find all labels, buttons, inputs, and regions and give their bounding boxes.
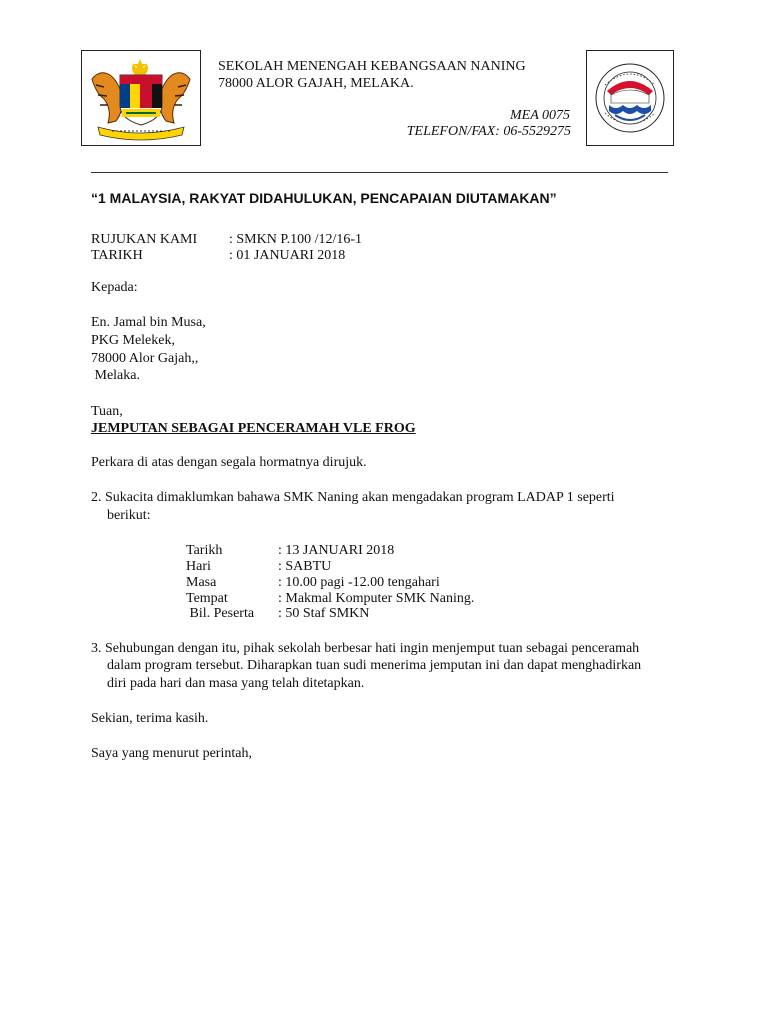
subject-title: JEMPUTAN SEBAGAI PENCERAMAH VLE FROG xyxy=(91,421,416,436)
school-code: MEA 0075 xyxy=(509,108,570,123)
paragraph-3-line3: diri pada hari dan masa yang telah ditetapkan. xyxy=(107,676,365,691)
detail-label: Tempat xyxy=(186,591,228,606)
detail-value: : Makmal Komputer SMK Naning. xyxy=(278,591,475,606)
paragraph-2-line2: berikut: xyxy=(107,508,151,523)
school-address: 78000 ALOR GAJAH, MELAKA. xyxy=(218,76,414,91)
reference-value: : SMKN P.100 /12/16-1 xyxy=(229,232,363,247)
school-crest-logo xyxy=(586,50,674,146)
detail-label: Hari xyxy=(186,559,211,574)
opening-paragraph: Perkara di atas dengan segala hormatnya dirujuk. xyxy=(91,455,367,470)
detail-value: : 13 JANUARI 2018 xyxy=(278,543,395,558)
date-label: TARIKH xyxy=(91,248,143,263)
detail-value: : 10.00 pagi -12.00 tengahari xyxy=(278,575,440,590)
slogan: “1 MALAYSIA, RAKYAT DIDAHULUKAN, PENCAPAIAN DIUTAMAKAN” xyxy=(91,190,557,206)
recipient-line3: Melaka. xyxy=(91,368,140,383)
detail-value: : SABTU xyxy=(278,559,332,574)
detail-value: : 50 Staf SMKN xyxy=(278,606,370,621)
school-name: SEKOLAH MENENGAH KEBANGSAAN NANING xyxy=(218,59,526,74)
coat-of-arms-icon xyxy=(82,51,200,145)
paragraph-2-line1: 2. Sukacita dimaklumkan bahawa SMK Naning akan mengadakan program LADAP 1 seperti xyxy=(91,490,615,505)
paragraph-3-line2: dalam program tersebut. Diharapkan tuan sudi menerima jemputan ini dan dapat menghadirkan xyxy=(107,658,642,673)
salutation: Tuan, xyxy=(91,404,123,419)
school-phone: TELEFON/FAX: 06-5529275 xyxy=(406,124,571,139)
date-value: : 01 JANUARI 2018 xyxy=(229,248,346,263)
detail-label: Bil. Peserta xyxy=(186,606,255,621)
detail-label: Masa xyxy=(186,575,217,590)
detail-label: Tarikh xyxy=(186,543,223,558)
header-separator xyxy=(91,172,668,173)
closing-remark: Sekian, terima kasih. xyxy=(91,711,209,726)
recipient-line2: 78000 Alor Gajah,, xyxy=(91,351,199,366)
recipient-name: En. Jamal bin Musa, xyxy=(91,315,206,330)
signoff: Saya yang menurut perintah, xyxy=(91,746,252,761)
school-crest-icon xyxy=(587,51,673,145)
recipient-line1: PKG Melekek, xyxy=(91,333,175,348)
reference-label: RUJUKAN KAMI xyxy=(91,232,198,247)
to-label: Kepada: xyxy=(91,280,138,295)
paragraph-3-line1: 3. Sehubungan dengan itu, pihak sekolah berbesar hati ingin menjemput tuan sebagai penceramah xyxy=(91,641,640,656)
coat-of-arms-logo xyxy=(81,50,201,146)
